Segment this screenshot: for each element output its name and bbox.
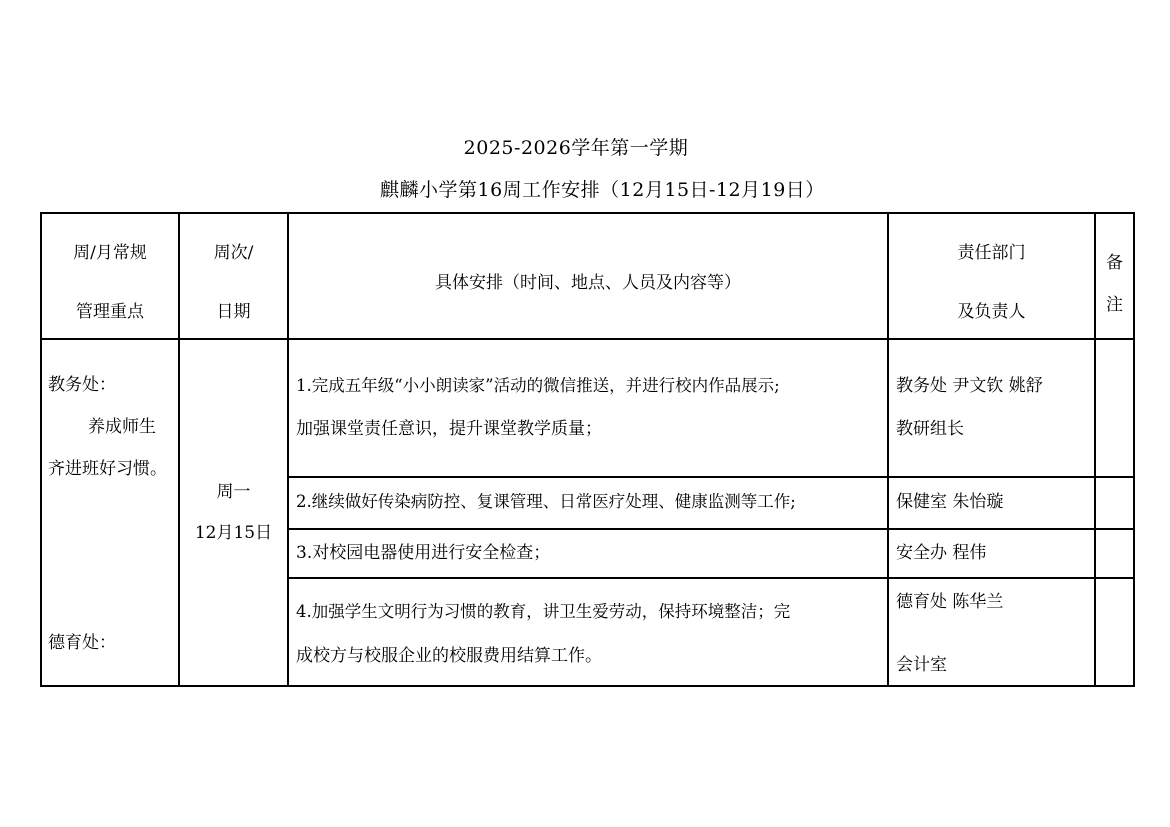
table-row-1-resp-line2: 教研组长 <box>896 419 964 439</box>
dept-moral-label: 德育处： <box>48 633 116 653</box>
table-row-2-line1: 2.继续做好传染病防控、复课管理、日常医疗处理、健康监测等工作; <box>296 492 796 511</box>
table-border-top <box>40 212 1135 214</box>
document-title-schedule: 麒麟小学第16周工作安排（12月15日-12月19日） <box>380 179 825 201</box>
row-divider-3 <box>288 577 1135 579</box>
header-col5-line2: 注 <box>1106 295 1123 315</box>
header-col4-line1: 责任部门 <box>957 243 1026 263</box>
header-col1-line2: 管理重点 <box>76 302 144 322</box>
day-date: 12月15日 <box>194 523 273 543</box>
table-row-4-line1: 4.加强学生文明行为习惯的教育，讲卫生爱劳动，保持环境整洁；完 <box>296 602 791 621</box>
dept-academic-label: 教务处： <box>48 375 116 395</box>
table-row-4-resp-line2: 会计室 <box>896 655 947 675</box>
col-divider-4 <box>1094 212 1096 687</box>
header-col2-line2: 日期 <box>216 302 251 322</box>
table-row-3-line1: 3.对校园电器使用进行安全检查； <box>296 543 551 563</box>
focus-text-line1: 养成师生 <box>88 417 156 437</box>
table-row-4-resp-line1: 德育处 陈华兰 <box>896 592 1004 612</box>
table-row-3-resp-line1: 安全办 程伟 <box>896 543 987 563</box>
table-row-1-line1: 1.完成五年级“小小朗读家”活动的微信推送，并进行校内作品展示; <box>296 376 780 395</box>
table-border-bottom <box>40 685 1135 687</box>
col-divider-3 <box>887 212 889 687</box>
header-col4-line2: 及负责人 <box>957 302 1026 322</box>
header-col3: 具体安排（时间、地点、人员及内容等） <box>435 273 741 293</box>
table-row-1-line2: 加强课堂责任意识，提升课堂教学质量； <box>296 419 602 439</box>
header-col5-line1: 备 <box>1106 253 1123 273</box>
table-row-4-line2: 成校方与校服企业的校服费用结算工作。 <box>296 646 602 666</box>
focus-text-line2: 齐进班好习惯。 <box>48 459 167 479</box>
header-col2-line1: 周次/ <box>213 243 254 263</box>
header-col1-line1: 周/月常规 <box>73 243 147 263</box>
table-row-1-resp-line1: 教务处 尹文钦 姚舒 <box>896 376 1043 396</box>
table-border-right <box>1133 212 1135 687</box>
table-row-2-resp-line1: 保健室 朱怡璇 <box>896 492 1004 512</box>
col-divider-1 <box>178 212 180 687</box>
table-border-left <box>40 212 42 687</box>
row-divider-1 <box>288 476 1135 478</box>
document-title-semester: 2025-2026学年第一学期 <box>463 137 689 159</box>
row-divider-2 <box>288 528 1135 530</box>
header-divider <box>40 338 1135 340</box>
day-weekday: 周一 <box>216 482 251 502</box>
